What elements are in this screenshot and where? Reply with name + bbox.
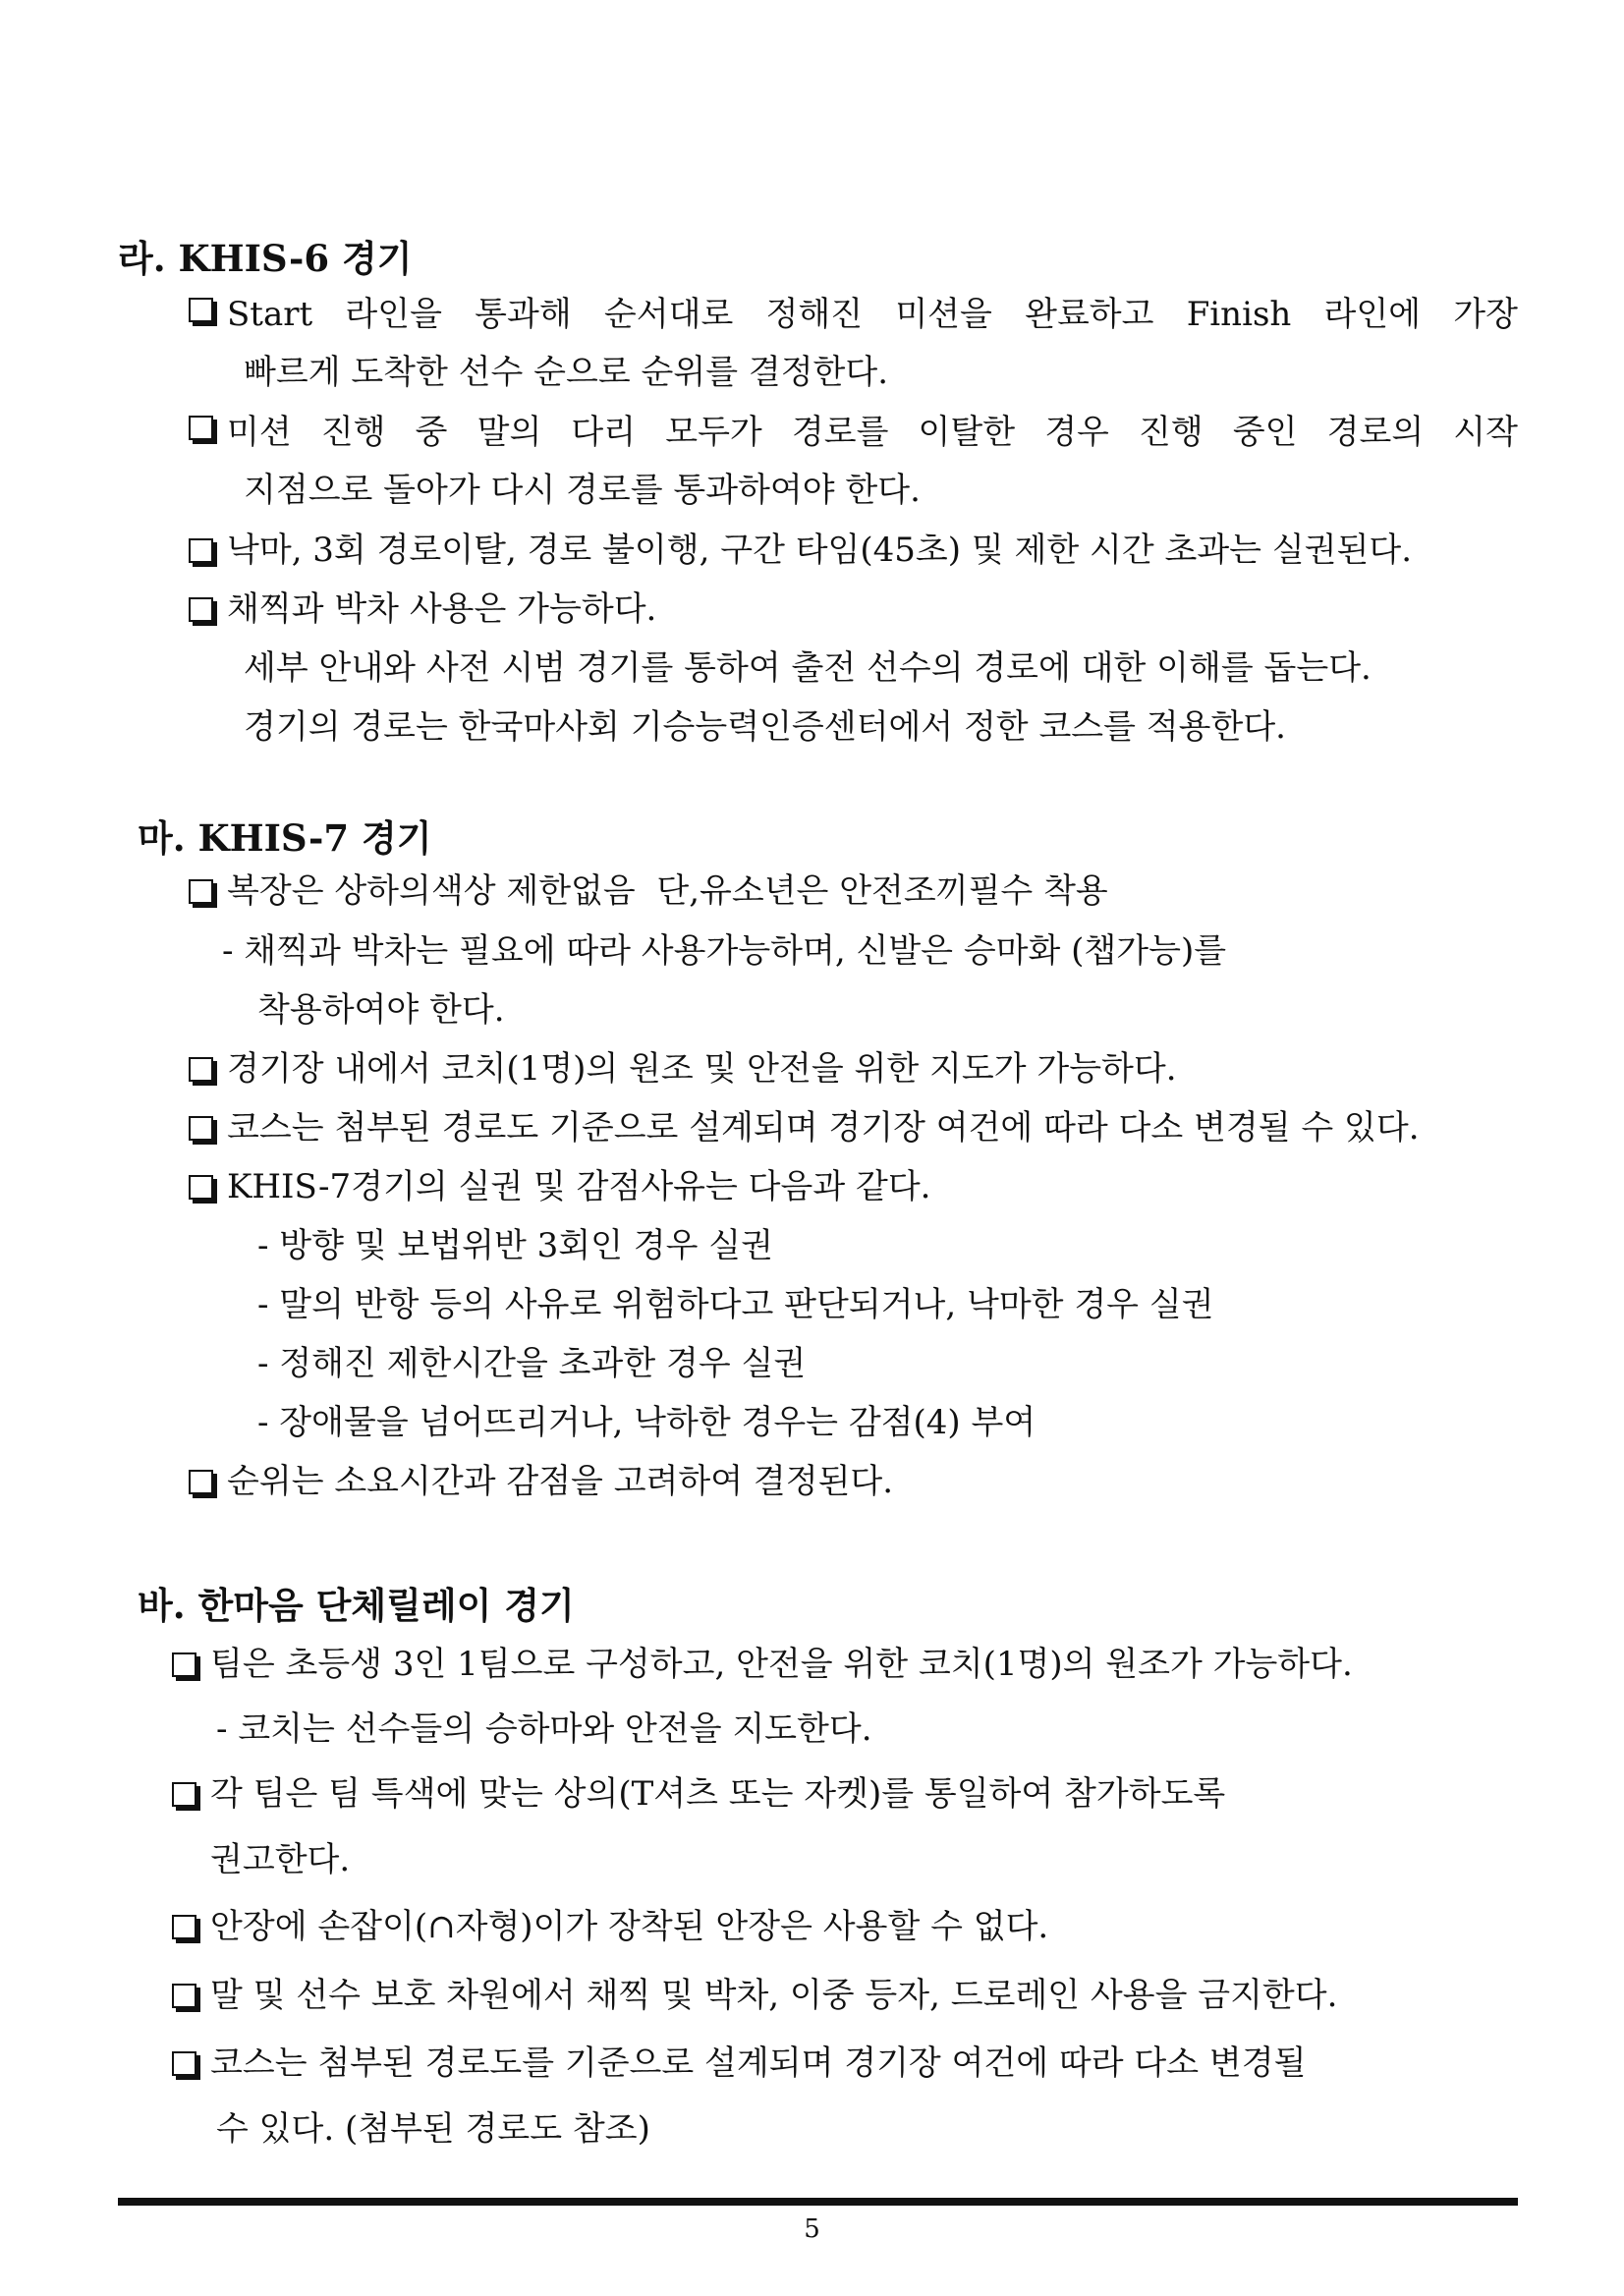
dash-item: - 채찍과 박차는 필요에 따라 사용가능하며, 신발은 승마화 (챕가능)를	[222, 931, 1227, 971]
sub-item: - 방향 및 보법위반 3회인 경우 실권	[257, 1226, 773, 1265]
list-item-text: 순위는 소요시간과 감점을 고려하여 결정된다.	[227, 1462, 894, 1501]
list-item	[189, 295, 1518, 334]
list-item	[189, 531, 1413, 570]
list-item	[189, 871, 1108, 911]
list-item-text: 채찍과 박차 사용은 가능하다.	[227, 589, 657, 629]
sub-item: - 말의 반항 등의 사유로 위험하다고 판단되거나, 낙마한 경우 실권	[257, 1285, 1214, 1324]
list-item-text: 미션 진행 중 말의 다리 모두가 경로를 이탈한 경우 진행 중인 경로의 시작	[227, 413, 1518, 452]
list-item-text: Start 라인을 통과해 순서대로 정해진 미션을 완료하고 Finish 라인에 가장	[227, 295, 1518, 334]
checkbox-bullet-icon	[189, 1116, 213, 1141]
list-item-text: 코스는 첨부된 경로도를 기준으로 설계되며 경기장 여건에 따라 다소 변경될	[210, 2044, 1307, 2083]
checkbox-bullet-icon	[172, 1782, 196, 1807]
section-heading-ra: 라. KHIS-6 경기	[118, 237, 413, 280]
dash-item: - 코치는 선수들의 승하마와 안전을 지도한다.	[216, 1709, 872, 1749]
list-item-text: 코스는 첨부된 경로도 기준으로 설계되며 경기장 여건에 따라 다소 변경될 수 있다.	[227, 1108, 1420, 1148]
list-item-text: 복장은 상하의색상 제한없음 단,유소년은 안전조끼필수 착용	[227, 871, 1108, 911]
list-item-text: 각 팀은 팀 특색에 맞는 상의(T셔츠 또는 자켓)를 통일하여 참가하도록	[210, 1774, 1226, 1814]
list-item	[189, 1462, 894, 1501]
list-item-text: 말 및 선수 보호 차원에서 채찍 및 박차, 이중 등자, 드로레인 사용을 금지한다.	[210, 1976, 1338, 2015]
checkbox-bullet-icon	[189, 597, 213, 622]
checkbox-bullet-icon	[172, 1984, 196, 2008]
list-item-text: KHIS-7경기의 실권 및 감점사유는 다음과 같다.	[227, 1167, 931, 1206]
page-number: 5	[804, 2214, 820, 2244]
sub-item: - 정해진 제한시간을 초과한 경우 실권	[257, 1344, 807, 1383]
list-item	[189, 1049, 1177, 1089]
list-item	[172, 1976, 1338, 2015]
list-item	[172, 1907, 1049, 1946]
list-item	[172, 2044, 1307, 2083]
list-item	[189, 413, 1518, 452]
list-item-text: 팀은 초등생 3인 1팀으로 구성하고, 안전을 위한 코치(1명)의 원조가 가능하다.	[210, 1645, 1353, 1684]
checkbox-bullet-icon	[189, 1057, 213, 1082]
checkbox-bullet-icon	[189, 1175, 213, 1200]
list-item	[189, 1108, 1420, 1148]
list-item-continuation: 수 있다. (첨부된 경로도 참조)	[216, 2109, 650, 2149]
list-item-text: 경기장 내에서 코치(1명)의 원조 및 안전을 위한 지도가 가능하다.	[227, 1049, 1177, 1089]
list-item-continuation: 권고한다.	[210, 1840, 351, 1879]
sub-item: - 장애물을 넘어뜨리거나, 낙하한 경우는 감점(4) 부여	[257, 1403, 1036, 1442]
section-heading-ba: 바. 한마음 단체릴레이 경기	[138, 1584, 575, 1627]
list-item-text: 안장에 손잡이(∩자형)이가 장착된 안장은 사용할 수 없다.	[210, 1907, 1049, 1946]
list-item	[172, 1645, 1353, 1684]
footer-rule	[118, 2198, 1518, 2206]
section-heading-ma: 마. KHIS-7 경기	[138, 816, 432, 860]
checkbox-bullet-icon	[172, 1915, 196, 1939]
list-item-continuation: 빠르게 도착한 선수 순으로 순위를 결정한다.	[244, 353, 889, 392]
list-item	[172, 1774, 1226, 1814]
list-item-text: 낙마, 3회 경로이탈, 경로 불이행, 구간 타임(45초) 및 제한 시간 초과는 실권된다.	[227, 531, 1413, 570]
checkbox-bullet-icon	[189, 416, 213, 440]
note-text: 경기의 경로는 한국마사회 기승능력인증센터에서 정한 코스를 적용한다.	[244, 707, 1286, 747]
checkbox-bullet-icon	[189, 879, 213, 904]
dash-item-continuation: 착용하여야 한다.	[257, 990, 505, 1030]
checkbox-bullet-icon	[189, 538, 213, 563]
checkbox-bullet-icon	[189, 1470, 213, 1494]
list-item	[189, 1167, 931, 1206]
checkbox-bullet-icon	[172, 1652, 196, 1677]
list-item	[189, 589, 657, 629]
checkbox-bullet-icon	[189, 298, 213, 322]
list-item-continuation: 지점으로 돌아가 다시 경로를 통과하여야 한다.	[244, 471, 921, 510]
note-text: 세부 안내와 사전 시범 경기를 통하여 출전 선수의 경로에 대한 이해를 돕는다.	[244, 648, 1372, 688]
checkbox-bullet-icon	[172, 2051, 196, 2076]
